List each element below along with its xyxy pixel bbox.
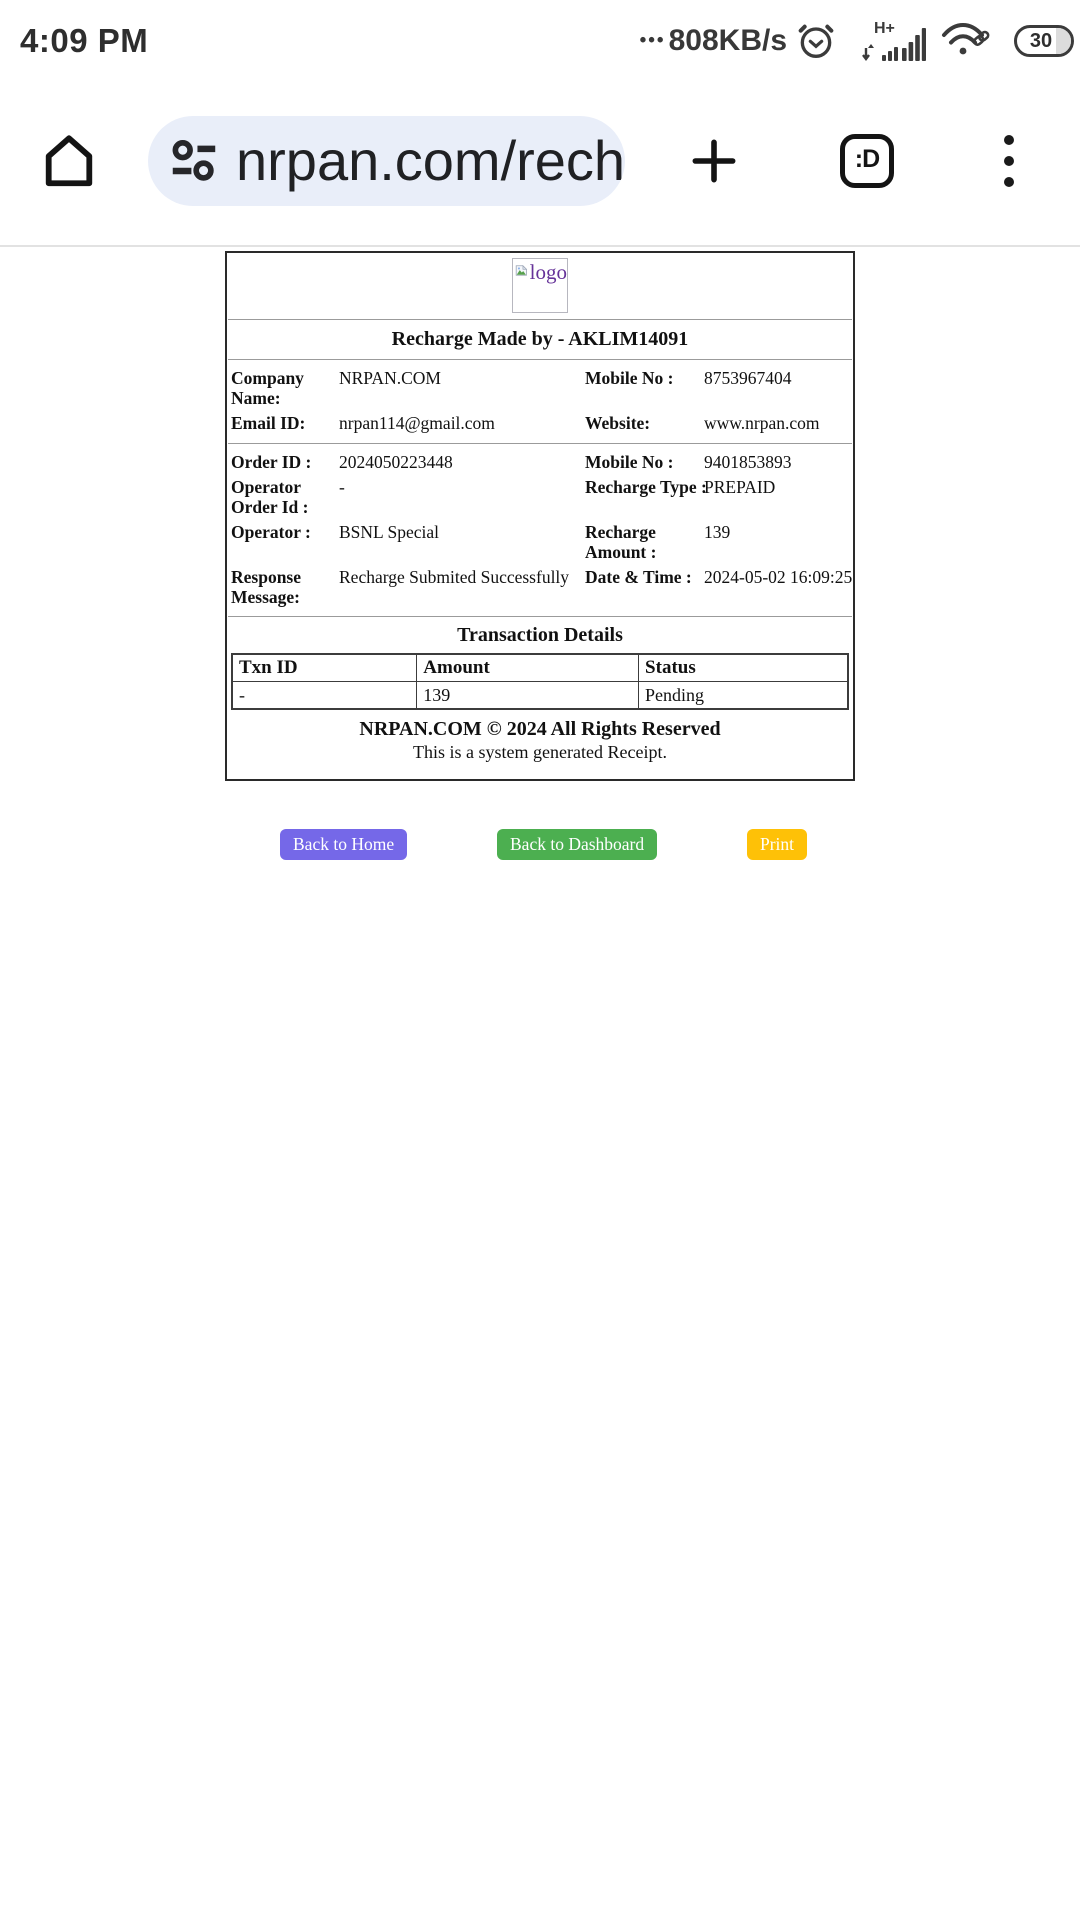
status-bar [0,0,1080,76]
receipt-footer [227,710,853,779]
transaction-details-title: Transaction Details [457,624,623,646]
wifi-icon [940,20,990,62]
tab-switcher-button[interactable] [840,134,894,188]
info-row [227,450,853,476]
generated-note: This is a system generated Receipt. [413,742,667,762]
copyright-text: NRPAN.COM © 2024 All Rights Reserved [359,718,721,740]
field-label: Operator Order Id : [231,477,309,517]
order-info-section [227,444,853,617]
tab-count-badge: :D [854,145,880,173]
speed-dots: ••• [639,30,666,51]
field-value: PREPAID [704,477,776,497]
field-label: Recharge Type : [585,477,707,497]
field-label: Website: [585,413,651,433]
recharge-receipt [225,251,855,781]
info-row [227,475,853,520]
browser-menu-button[interactable] [1004,135,1014,187]
field-value: 2024-05-02 16:09:25 [704,567,853,587]
status-cell: Pending [639,682,848,710]
field-value: 2024050223448 [339,451,453,472]
field-label: Date & Time : [585,567,692,587]
url-text[interactable]: nrpan.com/rech [236,128,625,192]
column-header: Txn ID [232,654,417,682]
field-label: Email ID: [231,413,306,433]
network-type-label: H+ [874,20,895,37]
speed-value: 808KB/s [668,24,787,57]
menu-dot [1004,177,1014,187]
status-icons [640,18,1076,64]
company-info-section [227,360,853,443]
receipt-title: Recharge Made by - AKLIM14091 [391,328,689,350]
column-header: Amount [417,654,639,682]
network-speed [640,24,787,58]
clock-time: 4:09 PM [20,22,149,59]
home-button[interactable] [40,132,98,190]
field-label: Operator : [231,522,311,542]
battery-fill [1056,28,1071,54]
txn-id-cell: - [232,682,417,710]
site-settings-icon[interactable] [168,135,220,187]
field-value: Recharge Submited Successfully [339,567,570,587]
address-bar[interactable] [148,116,625,206]
field-label: Order ID : [231,451,312,472]
info-row [227,366,853,411]
field-value: NRPAN.COM [339,368,441,388]
logo-alt-text: logo [529,260,567,284]
field-label: Mobile No : [585,368,674,388]
field-label: Recharge Amount : [585,522,657,562]
column-header: Status [639,654,848,682]
action-buttons-row [0,829,1080,869]
field-value: 8753967404 [704,368,792,388]
info-row [227,411,853,437]
field-value: - [339,477,345,497]
field-label: Response Message: [231,567,302,607]
battery-indicator [1014,25,1074,57]
field-label: Mobile No : [585,451,674,472]
table-row [232,682,848,710]
field-value: 9401853893 [704,451,792,472]
new-tab-button[interactable] [686,133,742,189]
back-to-home-button[interactable]: Back to Home [280,829,407,860]
transaction-table [231,653,849,710]
menu-dot [1004,135,1014,145]
amount-cell: 139 [417,682,639,710]
field-value: nrpan114@gmail.com [339,413,495,433]
back-to-dashboard-button[interactable]: Back to Dashboard [497,829,657,860]
field-value: www.nrpan.com [704,413,820,433]
field-label: Company Name: [231,368,304,408]
print-button[interactable]: Print [747,829,807,860]
info-row [227,520,853,565]
broken-image-icon [515,262,528,279]
field-value: 139 [704,522,731,542]
browser-toolbar [0,76,1080,247]
logo-row [227,253,853,319]
alarm-clock-icon [796,21,836,61]
cellular-signal-icon [862,18,926,64]
battery-level: 30 [1029,29,1053,52]
field-value: BSNL Special [339,522,439,542]
info-row [227,565,853,610]
broken-logo-image [512,258,568,313]
table-header-row [232,654,848,682]
menu-dot [1004,156,1014,166]
